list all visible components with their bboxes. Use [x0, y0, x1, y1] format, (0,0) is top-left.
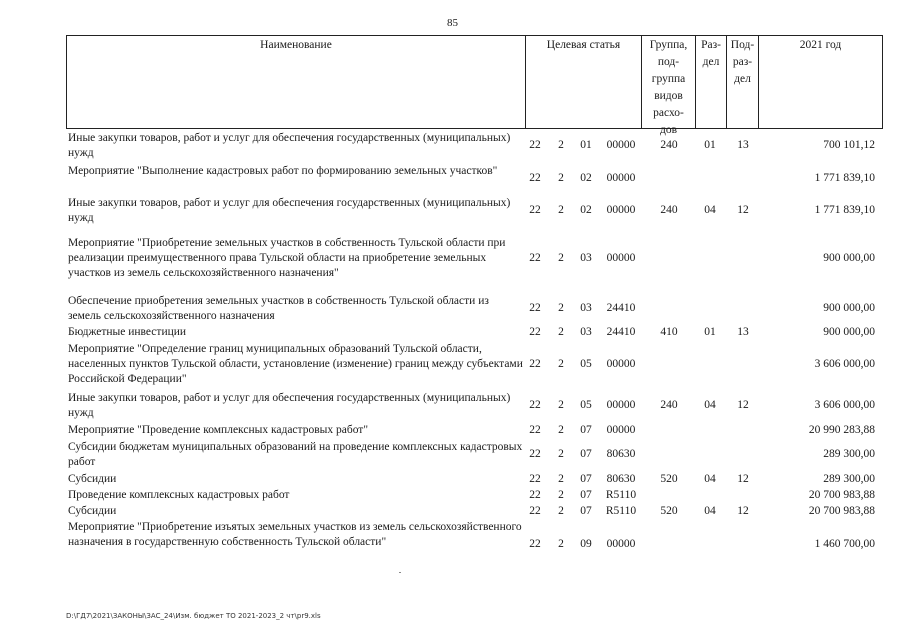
target-part-4: 00000	[606, 358, 636, 370]
target-part-4: 00000	[606, 204, 636, 216]
target-part-1: 22	[529, 302, 541, 314]
row-name: Мероприятие "Приобретение изъятых земельных участков из земель сельскохозяйственного назначения в государственную собственность Тульской области"	[68, 521, 522, 548]
target-part-2: 2	[558, 448, 564, 460]
header-group-line: под-	[657, 56, 680, 68]
row-name: Мероприятие "Приобретение земельных участков в собственность Тульской области при реализации преимущественного права Тульской области на приобретение земельных участков из земель сельскохозяйственного назначения"	[68, 237, 506, 279]
target-part-1: 22	[529, 172, 541, 184]
target-part-4: 80630	[606, 473, 636, 485]
amount-2021: 289 300,00	[823, 448, 875, 460]
target-part-2: 2	[558, 172, 564, 184]
target-part-3: 09	[580, 538, 592, 550]
target-part-1: 22	[529, 505, 541, 517]
row-name: Иные закупки товаров, работ и услуг для обеспечения государственных (муниципальных) нужд	[68, 392, 511, 419]
target-part-4: R5110	[605, 505, 637, 517]
target-part-2: 2	[558, 252, 564, 264]
target-part-4: R5110	[605, 489, 637, 501]
expense-group: 240	[660, 139, 678, 151]
target-part-2: 2	[558, 302, 564, 314]
scan-speck	[399, 572, 401, 573]
amount-2021: 20 990 283,88	[808, 424, 875, 436]
target-part-1: 22	[529, 358, 541, 370]
target-part-3: 01	[580, 139, 592, 151]
target-part-1: 22	[529, 399, 541, 411]
amount-2021: 1 460 700,00	[814, 538, 875, 550]
section-code: 04	[704, 399, 716, 411]
header-name: Наименование	[260, 39, 332, 51]
target-part-3: 07	[580, 473, 592, 485]
header-group-line: расхо-	[653, 107, 684, 119]
amount-2021: 1 771 839,10	[814, 204, 875, 216]
target-part-2: 2	[558, 489, 564, 501]
subsection-code: 12	[737, 399, 749, 411]
amount-2021: 900 000,00	[823, 252, 875, 264]
row-name: Субсидии	[68, 505, 117, 517]
target-part-4: 24410	[606, 326, 636, 338]
page-number: 85	[447, 17, 458, 29]
row-name: Иные закупки товаров, работ и услуг для обеспечения государственных (муниципальных) нужд	[68, 197, 511, 224]
section-code: 04	[704, 204, 716, 216]
target-part-3: 07	[580, 424, 592, 436]
expense-group: 520	[660, 473, 678, 485]
amount-2021: 700 101,12	[823, 139, 875, 151]
row-name: Проведение комплексных кадастровых работ	[68, 489, 290, 501]
header-target-article: Целевая статья	[525, 36, 641, 128]
section-code: 01	[704, 139, 716, 151]
subsection-code: 13	[737, 139, 749, 151]
expense-group: 410	[660, 326, 678, 338]
header-group-line: дов	[659, 124, 678, 136]
target-part-1: 22	[529, 538, 541, 550]
row-name: Мероприятие "Выполнение кадастровых работ по формированию земельных участков"	[68, 165, 498, 177]
header-year: 2021 год	[758, 36, 882, 128]
expense-group: 520	[660, 505, 678, 517]
target-part-3: 03	[580, 252, 592, 264]
row-name: Мероприятие "Определение границ муниципальных образований Тульской области, населенных пунктов Тульской области, установление (изменение) границ между субъектами Российской Федерации"	[68, 343, 523, 385]
header-podrazdel-line: Под-	[730, 39, 755, 51]
header-group-line: видов	[654, 90, 683, 102]
subsection-code: 13	[737, 326, 749, 338]
target-part-4: 00000	[606, 252, 636, 264]
header-podrazdel-line: раз-	[732, 56, 753, 68]
target-part-1: 22	[529, 139, 541, 151]
amount-2021: 3 606 000,00	[814, 358, 875, 370]
target-part-3: 02	[580, 172, 592, 184]
target-part-1: 22	[529, 424, 541, 436]
expense-group: 240	[660, 204, 678, 216]
target-part-4: 24410	[606, 302, 636, 314]
header-group-line: Группа,	[649, 39, 688, 51]
row-name: Мероприятие "Проведение комплексных кадастровых работ"	[68, 424, 369, 436]
target-part-4: 00000	[606, 139, 636, 151]
target-part-2: 2	[558, 399, 564, 411]
target-part-3: 07	[580, 489, 592, 501]
target-part-1: 22	[529, 252, 541, 264]
subsection-code: 12	[737, 204, 749, 216]
amount-2021: 20 700 983,88	[808, 505, 875, 517]
target-part-4: 80630	[606, 448, 636, 460]
target-part-4: 00000	[606, 538, 636, 550]
target-part-1: 22	[529, 473, 541, 485]
target-part-2: 2	[558, 326, 564, 338]
target-part-4: 00000	[606, 399, 636, 411]
target-part-3: 03	[580, 302, 592, 314]
header-razdel-line: дел	[702, 56, 720, 68]
subsection-code: 12	[737, 473, 749, 485]
header-group-line: группа	[651, 73, 686, 85]
target-part-2: 2	[558, 204, 564, 216]
row-name: Субсидии	[68, 473, 117, 485]
amount-2021: 900 000,00	[823, 302, 875, 314]
target-part-3: 05	[580, 358, 592, 370]
target-part-3: 02	[580, 204, 592, 216]
amount-2021: 289 300,00	[823, 473, 875, 485]
header-razdel-line: Раз-	[701, 39, 721, 51]
section-code: 04	[704, 505, 716, 517]
target-part-1: 22	[529, 204, 541, 216]
row-name: Обеспечение приобретения земельных участков в собственность Тульской области из земель сельскохозяйственного назначения	[68, 295, 489, 322]
target-part-1: 22	[529, 448, 541, 460]
file-path-footer: D:\ГД7\2021\ЗАКОНЫ\ЗАС_24\Изм. бюджет ТО 2021-2023_2 чт\pr9.xls	[66, 612, 321, 620]
subsection-code: 12	[737, 505, 749, 517]
target-part-3: 05	[580, 399, 592, 411]
row-name: Бюджетные инвестиции	[68, 326, 187, 338]
target-part-2: 2	[558, 505, 564, 517]
row-name: Иные закупки товаров, работ и услуг для обеспечения государственных (муниципальных) нужд	[68, 132, 511, 159]
section-code: 01	[704, 326, 716, 338]
amount-2021: 20 700 983,88	[808, 489, 875, 501]
amount-2021: 1 771 839,10	[814, 172, 875, 184]
target-part-2: 2	[558, 538, 564, 550]
target-part-1: 22	[529, 489, 541, 501]
target-part-4: 00000	[606, 424, 636, 436]
target-part-3: 07	[580, 505, 592, 517]
target-part-3: 07	[580, 448, 592, 460]
amount-2021: 900 000,00	[823, 326, 875, 338]
amount-2021: 3 606 000,00	[814, 399, 875, 411]
target-part-2: 2	[558, 473, 564, 485]
target-part-4: 00000	[606, 172, 636, 184]
target-part-2: 2	[558, 139, 564, 151]
target-part-2: 2	[558, 358, 564, 370]
target-part-3: 03	[580, 326, 592, 338]
expense-group: 240	[660, 399, 678, 411]
header-podrazdel-line: дел	[734, 73, 751, 85]
row-name: Субсидии бюджетам муниципальных образований на проведение комплексных кадастровых работ	[68, 441, 523, 468]
section-code: 04	[704, 473, 716, 485]
target-part-2: 2	[558, 424, 564, 436]
target-part-1: 22	[529, 326, 541, 338]
